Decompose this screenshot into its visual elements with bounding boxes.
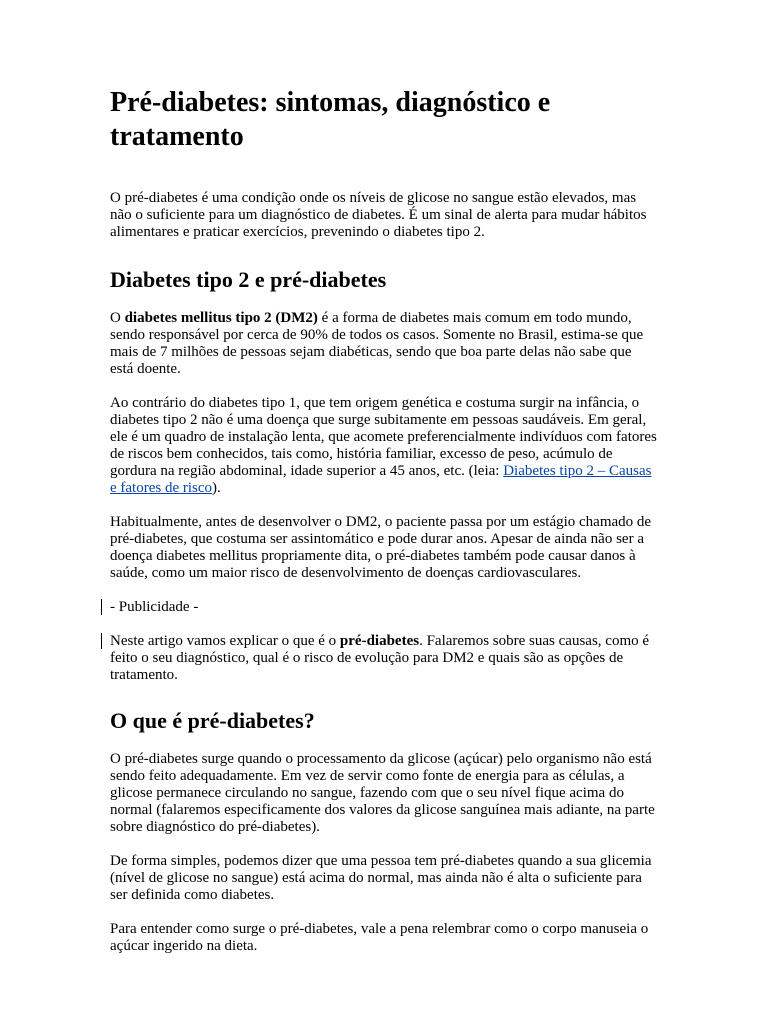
paragraph-surge-quando: O pré-diabetes surge quando o processamento da glicose (açúcar) pelo organismo não está sendo feito adequadamente. Em vez de servir como fonte de energia para as células, a glicose permanece circulando no sangue, fazendo com que o seu nível fique acima do normal (falaremos especificamente dos valores da glicose sanguínea mais adiante, na parte sobre diagnóstico do pré-diabetes).	[110, 751, 655, 835]
paragraph-neste-artigo-prefix: Neste artigo vamos explicar o que é o	[110, 633, 340, 649]
paragraph-dm2	[110, 310, 658, 378]
paragraph-habitualmente: Habitualmente, antes de desenvolver o DM2, o paciente passa por um estágio chamado de pré-diabetes, que costuma ser assintomático e pode durar anos. Apesar de ainda não ser a doença diabetes mellitus propriamente dita, o pré-diabetes também pode causar danos à saúde, como um maior risco de desenvolvimento de doenças cardiovasculares.	[110, 514, 652, 581]
paragraph-tipo1-suffix: ).	[212, 480, 221, 496]
section-heading-diabetes-tipo-2: Diabetes tipo 2 e pré-diabetes	[110, 267, 387, 292]
paragraph-tipo1-comparison	[110, 395, 658, 497]
text-cursor-marker	[101, 599, 102, 615]
paragraph-tipo1-text: Ao contrário do diabetes tipo 1, que tem origem genética e costuma surgir na infância, o diabetes tipo 2 não é uma doença que surge subitamente em pessoas saudáveis. Em geral, ele é um quadro de instalação lenta, que acomete preferencialmente indivíduos com fatores de riscos bem conhecidos, tais como, história familiar, excesso de peso, acúmulo de gordura na região abdominal, idade superior a 45 anos, etc. (leia:	[110, 395, 657, 479]
paragraph-entender: Para entender como surge o pré-diabetes, vale a pena relembrar como o corpo manuseia o açúcar ingerido na dieta.	[110, 921, 649, 954]
advertisement-label	[110, 599, 658, 616]
article-title: Pré-diabetes: sintomas, diagnóstico e tratamento	[110, 87, 551, 152]
link-causas-fatores-risco[interactable]: Diabetes tipo 2 – Causas e fatores de risco	[110, 463, 652, 496]
intro-paragraph: O pré-diabetes é uma condição onde os níveis de glicose no sangue estão elevados, mas não o suficiente para um diagnóstico de diabetes. É um sinal de alerta para mudar hábitos alimentares e praticar exercícios, prevenindo o diabetes tipo 2.	[110, 190, 647, 240]
text-cursor-marker	[101, 633, 102, 649]
section-heading-o-que-e: O que é pré-diabetes?	[110, 708, 315, 733]
paragraph-neste-artigo-rest: . Falaremos sobre suas causas, como é feito o seu diagnóstico, qual é o risco de evolução para DM2 e quais são as opções de tratamento.	[110, 633, 650, 683]
paragraph-dm2-prefix: O	[110, 310, 125, 326]
dm2-bold-term: diabetes mellitus tipo 2 (DM2)	[124, 310, 318, 326]
pre-diabetes-bold-term: pré-diabetes	[339, 633, 420, 649]
paragraph-neste-artigo	[110, 633, 658, 684]
article-body	[110, 86, 658, 955]
advertisement-text: - Publicidade -	[110, 599, 199, 615]
paragraph-dm2-rest: é a forma de diabetes mais comum em todo mundo, sendo responsável por cerca de 90% de todos os casos. Somente no Brasil, estima-se que mais de 7 milhões de pessoas sejam diabéticas, sendo que boa parte delas não sabe que está doente.	[110, 310, 644, 377]
paragraph-forma-simples: De forma simples, podemos dizer que uma pessoa tem pré-diabetes quando a sua glicemia (nível de glicose no sangue) está acima do normal, mas ainda não é alta o suficiente para ser definida como diabetes.	[110, 853, 652, 903]
